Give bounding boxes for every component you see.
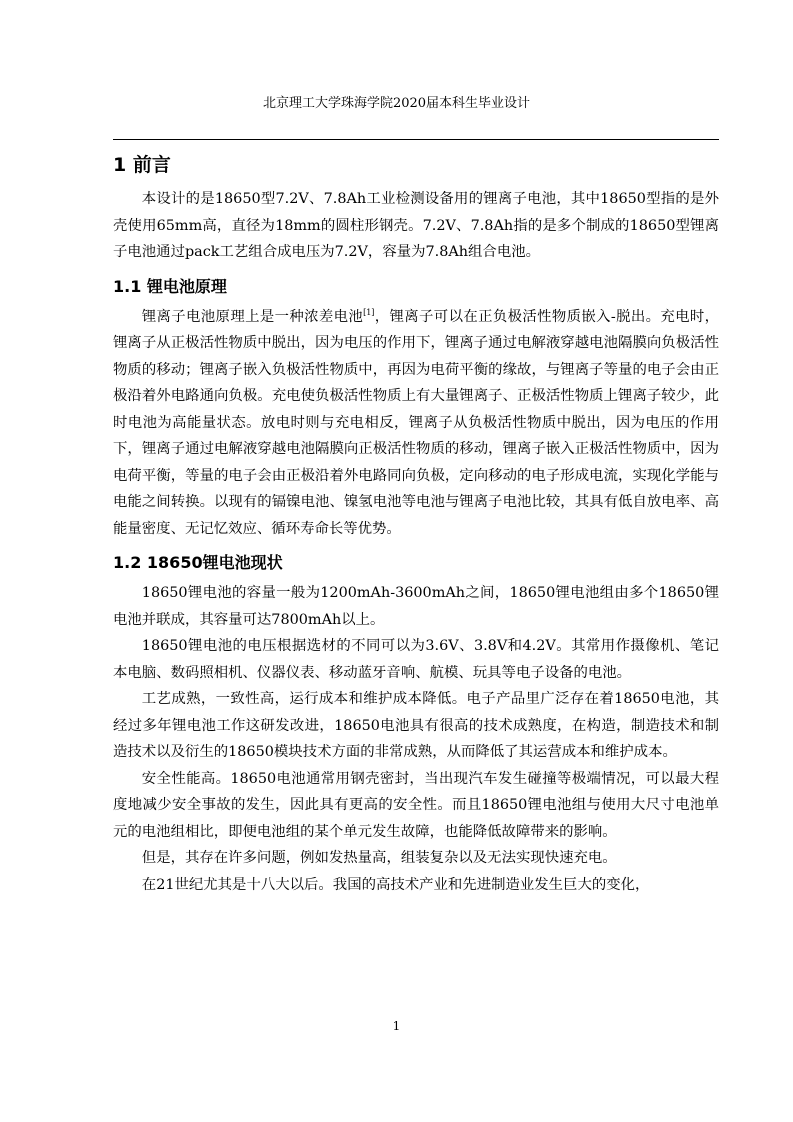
section-heading-1-1: 1.1 锂电池原理 [113,276,227,296]
status-paragraph-problems: 但是，其存在许多问题，例如发热量高，组装复杂以及无法实现快速充电。 [141,850,617,866]
document-body [113,150,719,898]
intro-paragraph: 本设计的是18650型7.2V、7.8Ah工业检测设备用的锂离子电池，其中18650型指的是外壳使用65mm高，直径为18mm的圆柱形钢壳。7.2V、7.8Ah指的是多个制成的18650型锂离子电池通过pack工艺组合成电压为7.2V，容量为7.8Ah组合电池。 [113,191,719,260]
section-heading-1-2: 1.2 18650锂电池现状 [113,553,283,572]
principle-text-start: 锂离子电池原理上是一种浓差电池 [141,308,364,325]
status-paragraph-voltage: 18650锂电池的电压根据选材的不同可以为3.6V、3.8V和4.2V。其常用作摄像机、笔记本电脑、数码照相机、仪器仪表、移动蓝牙音响、航模、玩具等电子设备的电池。 [113,638,719,681]
page-number: 1 [392,1019,401,1033]
status-paragraph-capacity: 18650锂电池的容量一般为1200mAh-3600mAh之间，18650锂电池组由多个18650锂电池并联成，其容量可达7800mAh以上。 [113,585,719,628]
status-paragraph-century: 在21世纪尤其是十八大以后。我国的高技术产业和先进制造业发生巨大的变化， [141,876,650,893]
status-paragraph-maturity: 工艺成熟，一致性高，运行成本和维护成本降低。电子产品里广泛存在着18650电池，其经过多年锂电池工作这研发改进，18650电池具有很高的技术成熟度，在构造，制造技术和制造技术以及衍生的18650模块技术方面的非常成熟，从而降低了其运营成本和维护成本。 [113,691,719,760]
header-rule [113,139,719,140]
principle-text-rest: ，锂离子可以在正负极活性物质嵌入-脱出。充电时，锂离子从正极活性物质中脱出，因为电压的作用下，锂离子通过电解液穿越电池隔膜向负极活性物质的移动；锂离子嵌入负极活性物质中，再因为电荷平衡的缘故，与锂离子等量的电子会由正极沿着外电路通向负极。充电使负极活性物质上有大量锂离子、正极活性物质上锂离子较少，此时电池为高能量状态。放电时则与充电相反，锂离子从负极活性物质中脱出，因为电压的作用下，锂离子通过电解液穿越电池隔膜向正极活性物质的移动，锂离子嵌入正极活性物质中，因为电荷平衡，等量的电子会由正极沿着外电路同向负极，定向移动的电子形成电流，实现化学能与电能之间转换。以现有的镉镍电池、镍氢电池等电池与锂离子电池比较，其具有低自放电率、高能量密度、无记忆效应、循环寿命长等优势。 [113,308,719,537]
principle-paragraph [113,304,719,543]
section-heading-1: 1 前言 [113,154,171,176]
status-paragraph-safety: 安全性能高。18650电池通常用钢壳密封，当出现汽车发生碰撞等极端情况，可以最大程度地减少安全事故的发生，因此具有更高的安全性。而且18650锂电池组与使用大尺寸电池单元的电池组相比，即便电池组的某个单元发生故障，也能降低故障带来的影响。 [113,770,719,840]
citation-ref: [1] [363,307,375,317]
page-header: 北京理工大学珠海学院2020届本科生毕业设计 [262,96,531,111]
